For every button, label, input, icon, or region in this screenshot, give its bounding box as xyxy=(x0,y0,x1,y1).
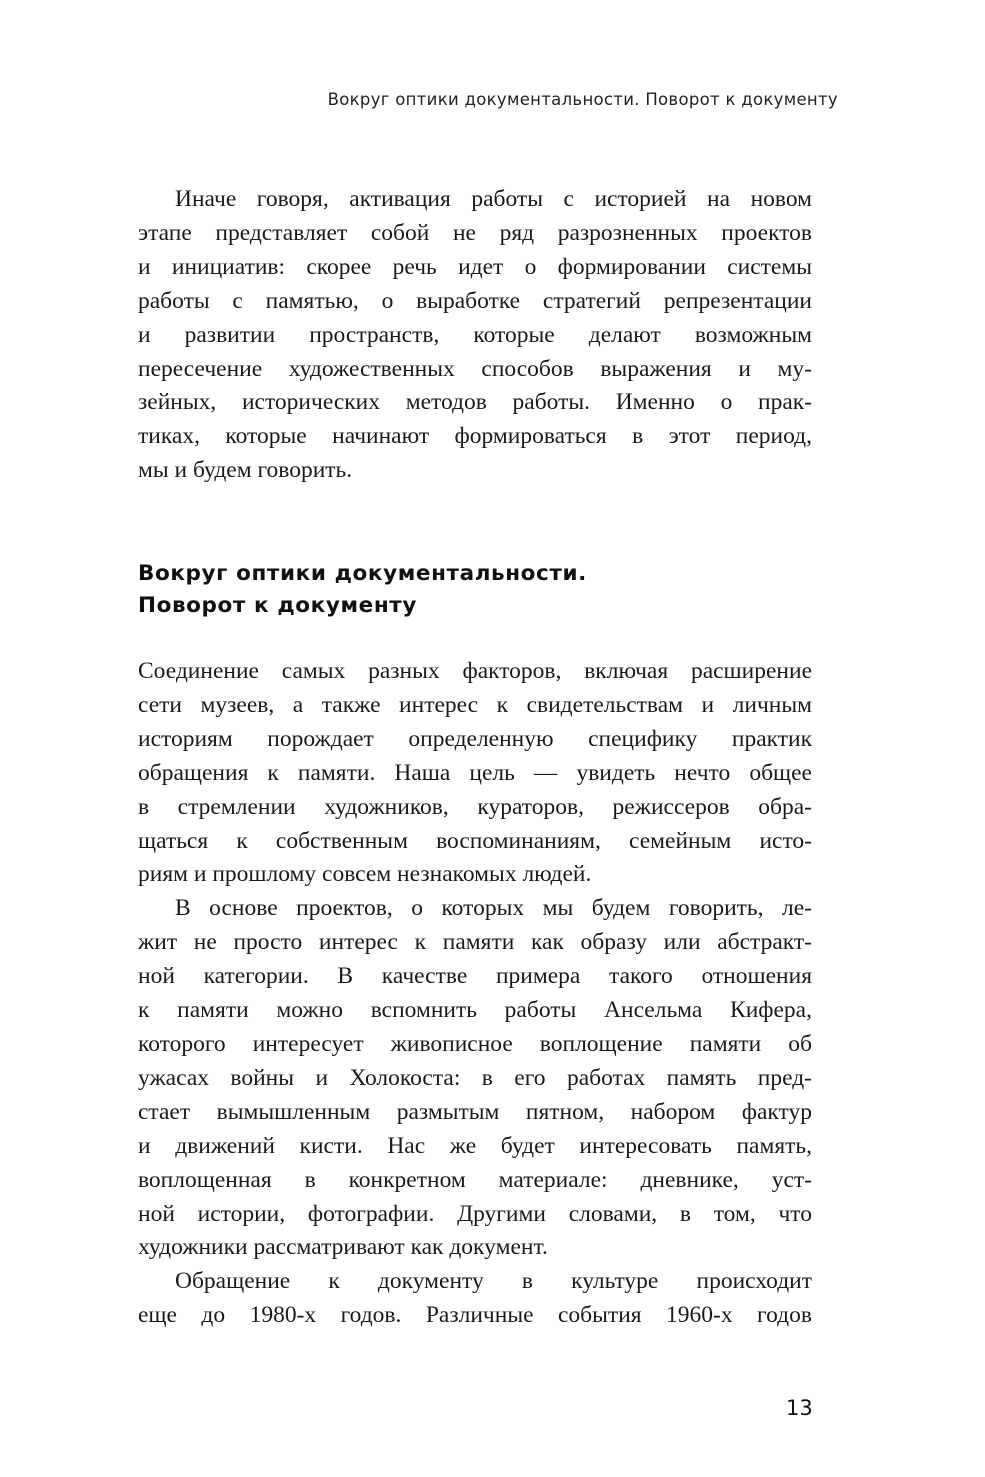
text-line: воплощенная в конкретном материале: дневнике, уст- xyxy=(138,1166,812,1193)
text-line: Обращение к документу в культуре происходит xyxy=(175,1268,812,1295)
page-number: 13 xyxy=(786,1396,813,1420)
text-line: в стремлении художников, кураторов, режиссеров обра- xyxy=(138,793,812,820)
text-line: и развитии пространств, которые делают возможным xyxy=(138,321,812,348)
running-head: Вокруг оптики документальности. Поворот к документу xyxy=(327,90,838,109)
text-line: ной истории, фотографии. Другими словами, в том, что xyxy=(138,1200,812,1227)
body-text-section-2 xyxy=(138,655,812,1333)
text-line: Иначе говоря, активация работы с историей на новом xyxy=(175,186,812,212)
text-line: и движений кисти. Нас же будет интересовать память, xyxy=(138,1132,812,1159)
section-heading xyxy=(138,558,587,622)
text-line: этапе представляет собой не ряд разрозненных проектов xyxy=(138,219,812,246)
text-line: щаться к собственным воспоминаниям, семейным исто- xyxy=(138,827,812,854)
text-line: мы и будем говорить. xyxy=(138,457,353,484)
text-line: Соединение самых разных факторов, включая расширение xyxy=(138,658,812,684)
text-line: художники рассматривают как документ. xyxy=(138,1234,548,1261)
text-line: пересечение художественных способов выражения и му- xyxy=(138,355,812,382)
text-line: историям порождает определенную специфику практик xyxy=(138,725,812,752)
section-heading-line: Вокруг оптики документальности. xyxy=(138,561,587,586)
text-line: В основе проектов, о которых мы будем говорить, ле- xyxy=(175,895,812,922)
text-line: обращения к памяти. Наша цель — увидеть нечто общее xyxy=(138,759,812,786)
text-line: ужасах войны и Холокоста: в его работах память пред- xyxy=(138,1064,812,1091)
text-line: еще до 1980-х годов. Различные события 1960-х годов xyxy=(138,1302,812,1329)
section-heading-line: Поворот к документу xyxy=(138,593,417,618)
text-line: которого интересует живописное воплощение памяти об xyxy=(138,1030,812,1057)
text-line: и инициатив: скорее речь идет о формировании системы xyxy=(138,253,812,280)
text-line: сети музеев, а также интерес к свидетельствам и личным xyxy=(138,691,812,718)
text-line: работы с памятью, о выработке стратегий репрезентации xyxy=(138,287,812,314)
text-line: стает вымышленным размытым пятном, набором фактур xyxy=(138,1098,812,1125)
text-line: ной категории. В качестве примера такого отношения xyxy=(138,963,812,990)
text-line: риям и прошлому совсем незнакомых людей. xyxy=(138,861,592,888)
text-line: к памяти можно вспомнить работы Ансельма Кифера, xyxy=(138,997,812,1024)
text-line: тиках, которые начинают формироваться в этот период, xyxy=(138,423,812,450)
text-line: зейных, исторических методов работы. Именно о прак- xyxy=(138,389,812,416)
body-text-section-1 xyxy=(138,183,812,488)
text-line: жит не просто интерес к памяти как образу или абстракт- xyxy=(138,929,812,956)
